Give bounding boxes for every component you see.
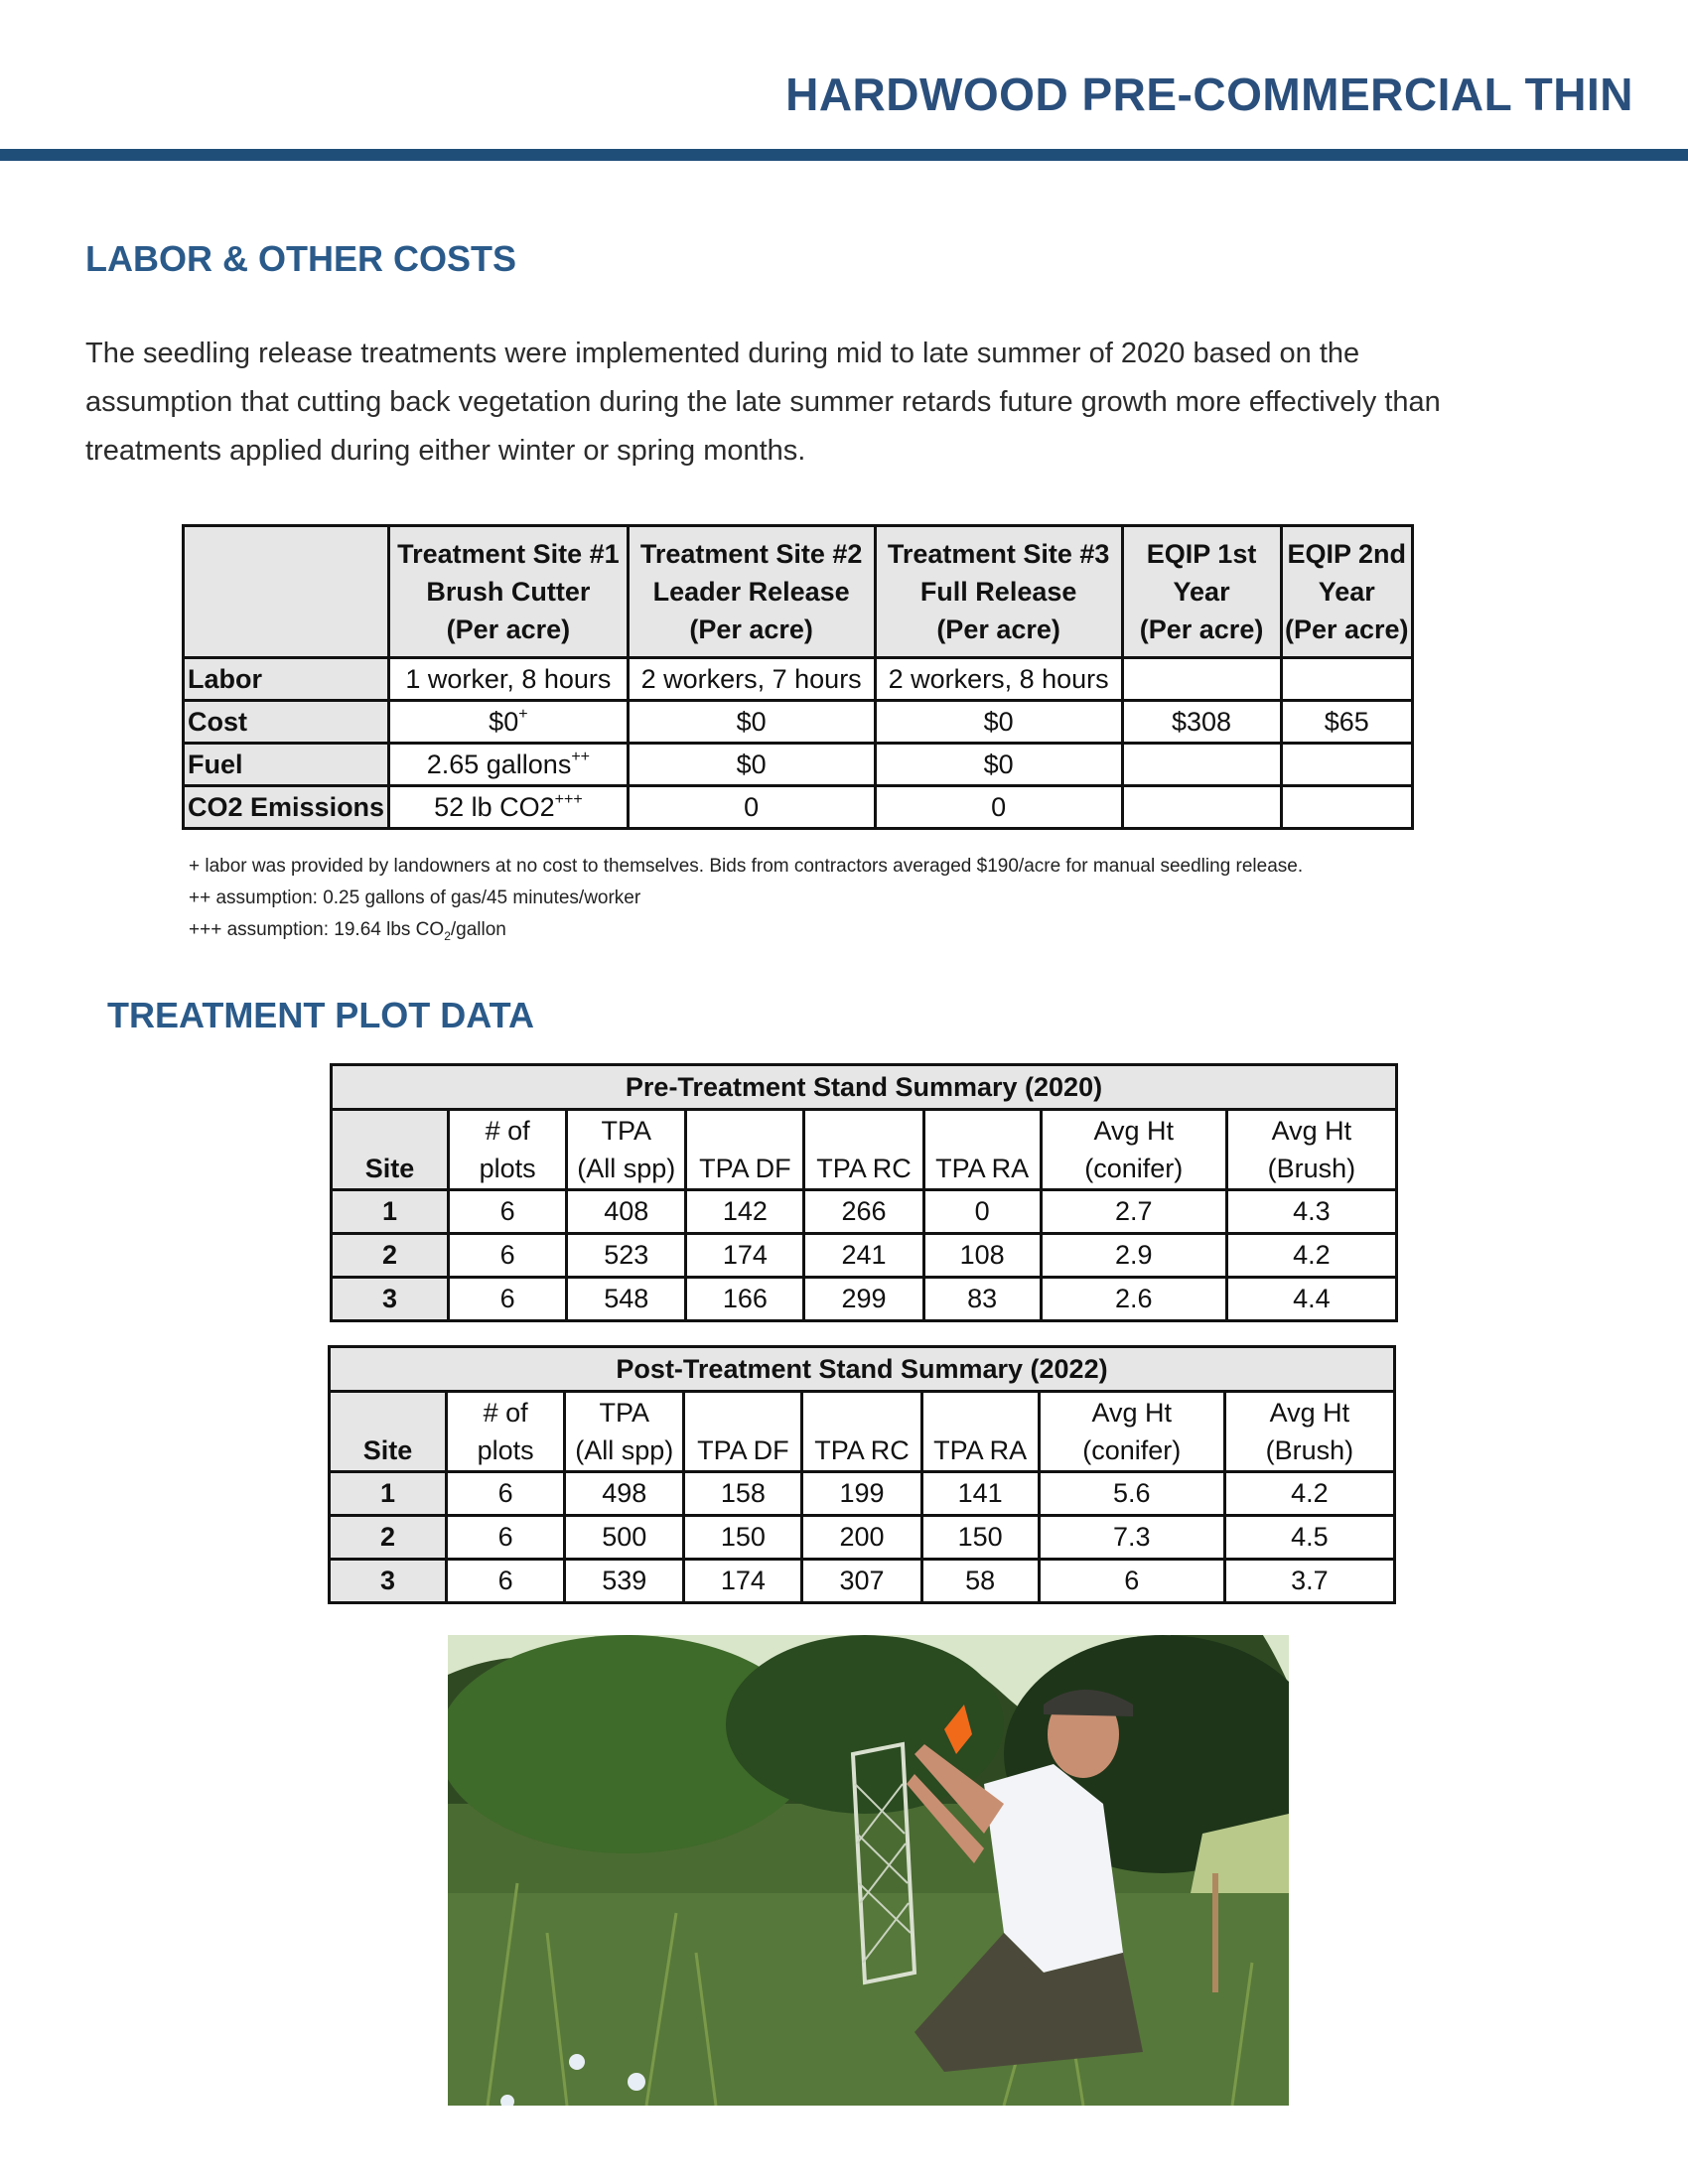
value-cell: 174 bbox=[686, 1234, 804, 1278]
value-cell: 4.2 bbox=[1224, 1472, 1394, 1516]
value-cell: 548 bbox=[567, 1278, 686, 1321]
column-header: Avg Ht (Brush) bbox=[1224, 1392, 1394, 1472]
costs-row-label: Fuel bbox=[184, 744, 389, 786]
value-cell: 4.4 bbox=[1226, 1278, 1396, 1321]
value-cell: 150 bbox=[684, 1516, 802, 1560]
site-cell: 1 bbox=[332, 1190, 449, 1234]
column-header: Avg Ht (Brush) bbox=[1226, 1110, 1396, 1190]
photo-man-placing-seedling-tube-icon bbox=[448, 1635, 1289, 2106]
costs-header-blank bbox=[184, 526, 389, 658]
summary-header-row bbox=[330, 1392, 1395, 1472]
column-header: Site bbox=[332, 1110, 449, 1190]
labor-costs-heading: LABOR & OTHER COSTS bbox=[85, 238, 517, 279]
value-cell: 83 bbox=[923, 1278, 1041, 1321]
costs-column-header: Treatment Site #1 Brush Cutter (Per acre) bbox=[389, 526, 629, 658]
costs-cell: $0 bbox=[875, 701, 1122, 744]
column-header: TPA DF bbox=[684, 1392, 802, 1472]
summary-header-row bbox=[332, 1110, 1397, 1190]
intro-line: The seedling release treatments were implemented during mid to late summer of 2020 based on the bbox=[85, 338, 1360, 369]
footnote-labor: + labor was provided by landowners at no cost to themselves. Bids from contractors averaged $190/acre for manual seedling release. bbox=[189, 856, 1304, 877]
costs-row-labor bbox=[184, 658, 1413, 701]
table-row bbox=[330, 1516, 1395, 1560]
column-header: Avg Ht (conifer) bbox=[1039, 1392, 1224, 1472]
costs-header-row bbox=[184, 526, 1413, 658]
costs-row-label: CO2 Emissions bbox=[184, 786, 389, 829]
treatment-plot-heading: TREATMENT PLOT DATA bbox=[107, 995, 534, 1035]
site-cell: 1 bbox=[330, 1472, 447, 1516]
value-cell: 0 bbox=[923, 1190, 1041, 1234]
value-cell: 539 bbox=[565, 1560, 684, 1603]
value-cell: 158 bbox=[684, 1472, 802, 1516]
value-cell: 241 bbox=[804, 1234, 923, 1278]
costs-cell bbox=[1281, 786, 1413, 829]
value-cell: 6 bbox=[449, 1234, 567, 1278]
costs-cell: 2.65 gallons++ bbox=[389, 744, 629, 786]
value-cell: 6 bbox=[1039, 1560, 1224, 1603]
costs-cell: 0 bbox=[875, 786, 1122, 829]
intro-line: treatments applied during either winter or spring months. bbox=[85, 435, 806, 467]
value-cell: 408 bbox=[567, 1190, 686, 1234]
column-header: TPA DF bbox=[686, 1110, 804, 1190]
costs-row-label: Labor bbox=[184, 658, 389, 701]
value-cell: 299 bbox=[804, 1278, 923, 1321]
costs-row-cost bbox=[184, 701, 1413, 744]
costs-cell bbox=[1122, 786, 1281, 829]
value-cell: 108 bbox=[923, 1234, 1041, 1278]
value-cell: 2.9 bbox=[1041, 1234, 1226, 1278]
value-cell: 4.3 bbox=[1226, 1190, 1396, 1234]
value-cell: 500 bbox=[565, 1516, 684, 1560]
costs-column-header: EQIP 2nd Year (Per acre) bbox=[1281, 526, 1413, 658]
column-header: Site bbox=[330, 1392, 447, 1472]
costs-column-header: Treatment Site #3 Full Release (Per acre) bbox=[875, 526, 1122, 658]
column-header: TPA (All spp) bbox=[567, 1110, 686, 1190]
value-cell: 307 bbox=[802, 1560, 921, 1603]
value-cell: 58 bbox=[921, 1560, 1039, 1603]
value-cell: 199 bbox=[802, 1472, 921, 1516]
costs-cell: $308 bbox=[1122, 701, 1281, 744]
site-cell: 2 bbox=[330, 1516, 447, 1560]
value-cell: 6 bbox=[449, 1190, 567, 1234]
costs-cell: 0 bbox=[628, 786, 875, 829]
costs-row-co2-emissions bbox=[184, 786, 1413, 829]
costs-row-fuel bbox=[184, 744, 1413, 786]
site-cell: 3 bbox=[330, 1560, 447, 1603]
value-cell: 6 bbox=[447, 1560, 565, 1603]
costs-cell: $0+ bbox=[389, 701, 629, 744]
column-header: TPA RA bbox=[923, 1110, 1041, 1190]
table-row bbox=[332, 1278, 1397, 1321]
table-row bbox=[330, 1472, 1395, 1516]
value-cell: 174 bbox=[684, 1560, 802, 1603]
intro-paragraph bbox=[85, 330, 1575, 476]
costs-cell: 2 workers, 7 hours bbox=[628, 658, 875, 701]
value-cell: 150 bbox=[921, 1516, 1039, 1560]
column-header: TPA RC bbox=[804, 1110, 923, 1190]
footnotes bbox=[189, 851, 1303, 952]
value-cell: 523 bbox=[567, 1234, 686, 1278]
value-cell: 2.7 bbox=[1041, 1190, 1226, 1234]
column-header: TPA (All spp) bbox=[565, 1392, 684, 1472]
footnote-fuel: ++ assumption: 0.25 gallons of gas/45 minutes/worker bbox=[189, 887, 641, 908]
footnote-co2: +++ assumption: 19.64 lbs $CO_2$/gallon bbox=[189, 919, 506, 943]
value-cell: 266 bbox=[804, 1190, 923, 1234]
costs-cell bbox=[1281, 658, 1413, 701]
costs-cell: 52 lb CO2+++ bbox=[389, 786, 629, 829]
field-photo bbox=[448, 1635, 1289, 2106]
costs-cell: $0 bbox=[628, 744, 875, 786]
table-row bbox=[330, 1560, 1395, 1603]
costs-cell: 2 workers, 8 hours bbox=[875, 658, 1122, 701]
value-cell: 141 bbox=[921, 1472, 1039, 1516]
value-cell: 5.6 bbox=[1039, 1472, 1224, 1516]
site-cell: 2 bbox=[332, 1234, 449, 1278]
table-row bbox=[332, 1190, 1397, 1234]
value-cell: 200 bbox=[802, 1516, 921, 1560]
value-cell: 6 bbox=[449, 1278, 567, 1321]
page-title: HARDWOOD PRE-COMMERCIAL THIN bbox=[785, 68, 1633, 120]
value-cell: 7.3 bbox=[1039, 1516, 1224, 1560]
column-header: Avg Ht (conifer) bbox=[1041, 1110, 1226, 1190]
value-cell: 498 bbox=[565, 1472, 684, 1516]
costs-cell: $0 bbox=[628, 701, 875, 744]
pre-treatment-table bbox=[330, 1063, 1398, 1322]
costs-cell: $0 bbox=[875, 744, 1122, 786]
value-cell: 4.2 bbox=[1226, 1234, 1396, 1278]
value-cell: 6 bbox=[447, 1472, 565, 1516]
table-row bbox=[332, 1234, 1397, 1278]
costs-cell: 1 worker, 8 hours bbox=[389, 658, 629, 701]
value-cell: 2.6 bbox=[1041, 1278, 1226, 1321]
header-divider bbox=[0, 149, 1688, 161]
value-cell: 4.5 bbox=[1224, 1516, 1394, 1560]
costs-table bbox=[182, 524, 1414, 830]
costs-column-header: Treatment Site #2 Leader Release (Per acre) bbox=[628, 526, 875, 658]
costs-column-header: EQIP 1st Year (Per acre) bbox=[1122, 526, 1281, 658]
value-cell: 166 bbox=[686, 1278, 804, 1321]
costs-row-label: Cost bbox=[184, 701, 389, 744]
costs-cell bbox=[1122, 658, 1281, 701]
column-header: # of plots bbox=[449, 1110, 567, 1190]
value-cell: 3.7 bbox=[1224, 1560, 1394, 1603]
column-header: TPA RC bbox=[802, 1392, 921, 1472]
costs-cell: $65 bbox=[1281, 701, 1413, 744]
value-cell: 6 bbox=[447, 1516, 565, 1560]
costs-cell bbox=[1122, 744, 1281, 786]
table-caption: Pre-Treatment Stand Summary (2020) bbox=[332, 1065, 1397, 1110]
column-header: TPA RA bbox=[921, 1392, 1039, 1472]
column-header: # of plots bbox=[447, 1392, 565, 1472]
site-cell: 3 bbox=[332, 1278, 449, 1321]
table-caption: Post-Treatment Stand Summary (2022) bbox=[330, 1347, 1395, 1392]
intro-line: assumption that cutting back vegetation during the late summer retards future growth more effectively than bbox=[85, 386, 1441, 418]
value-cell: 142 bbox=[686, 1190, 804, 1234]
post-treatment-table bbox=[328, 1345, 1396, 1604]
costs-cell bbox=[1281, 744, 1413, 786]
